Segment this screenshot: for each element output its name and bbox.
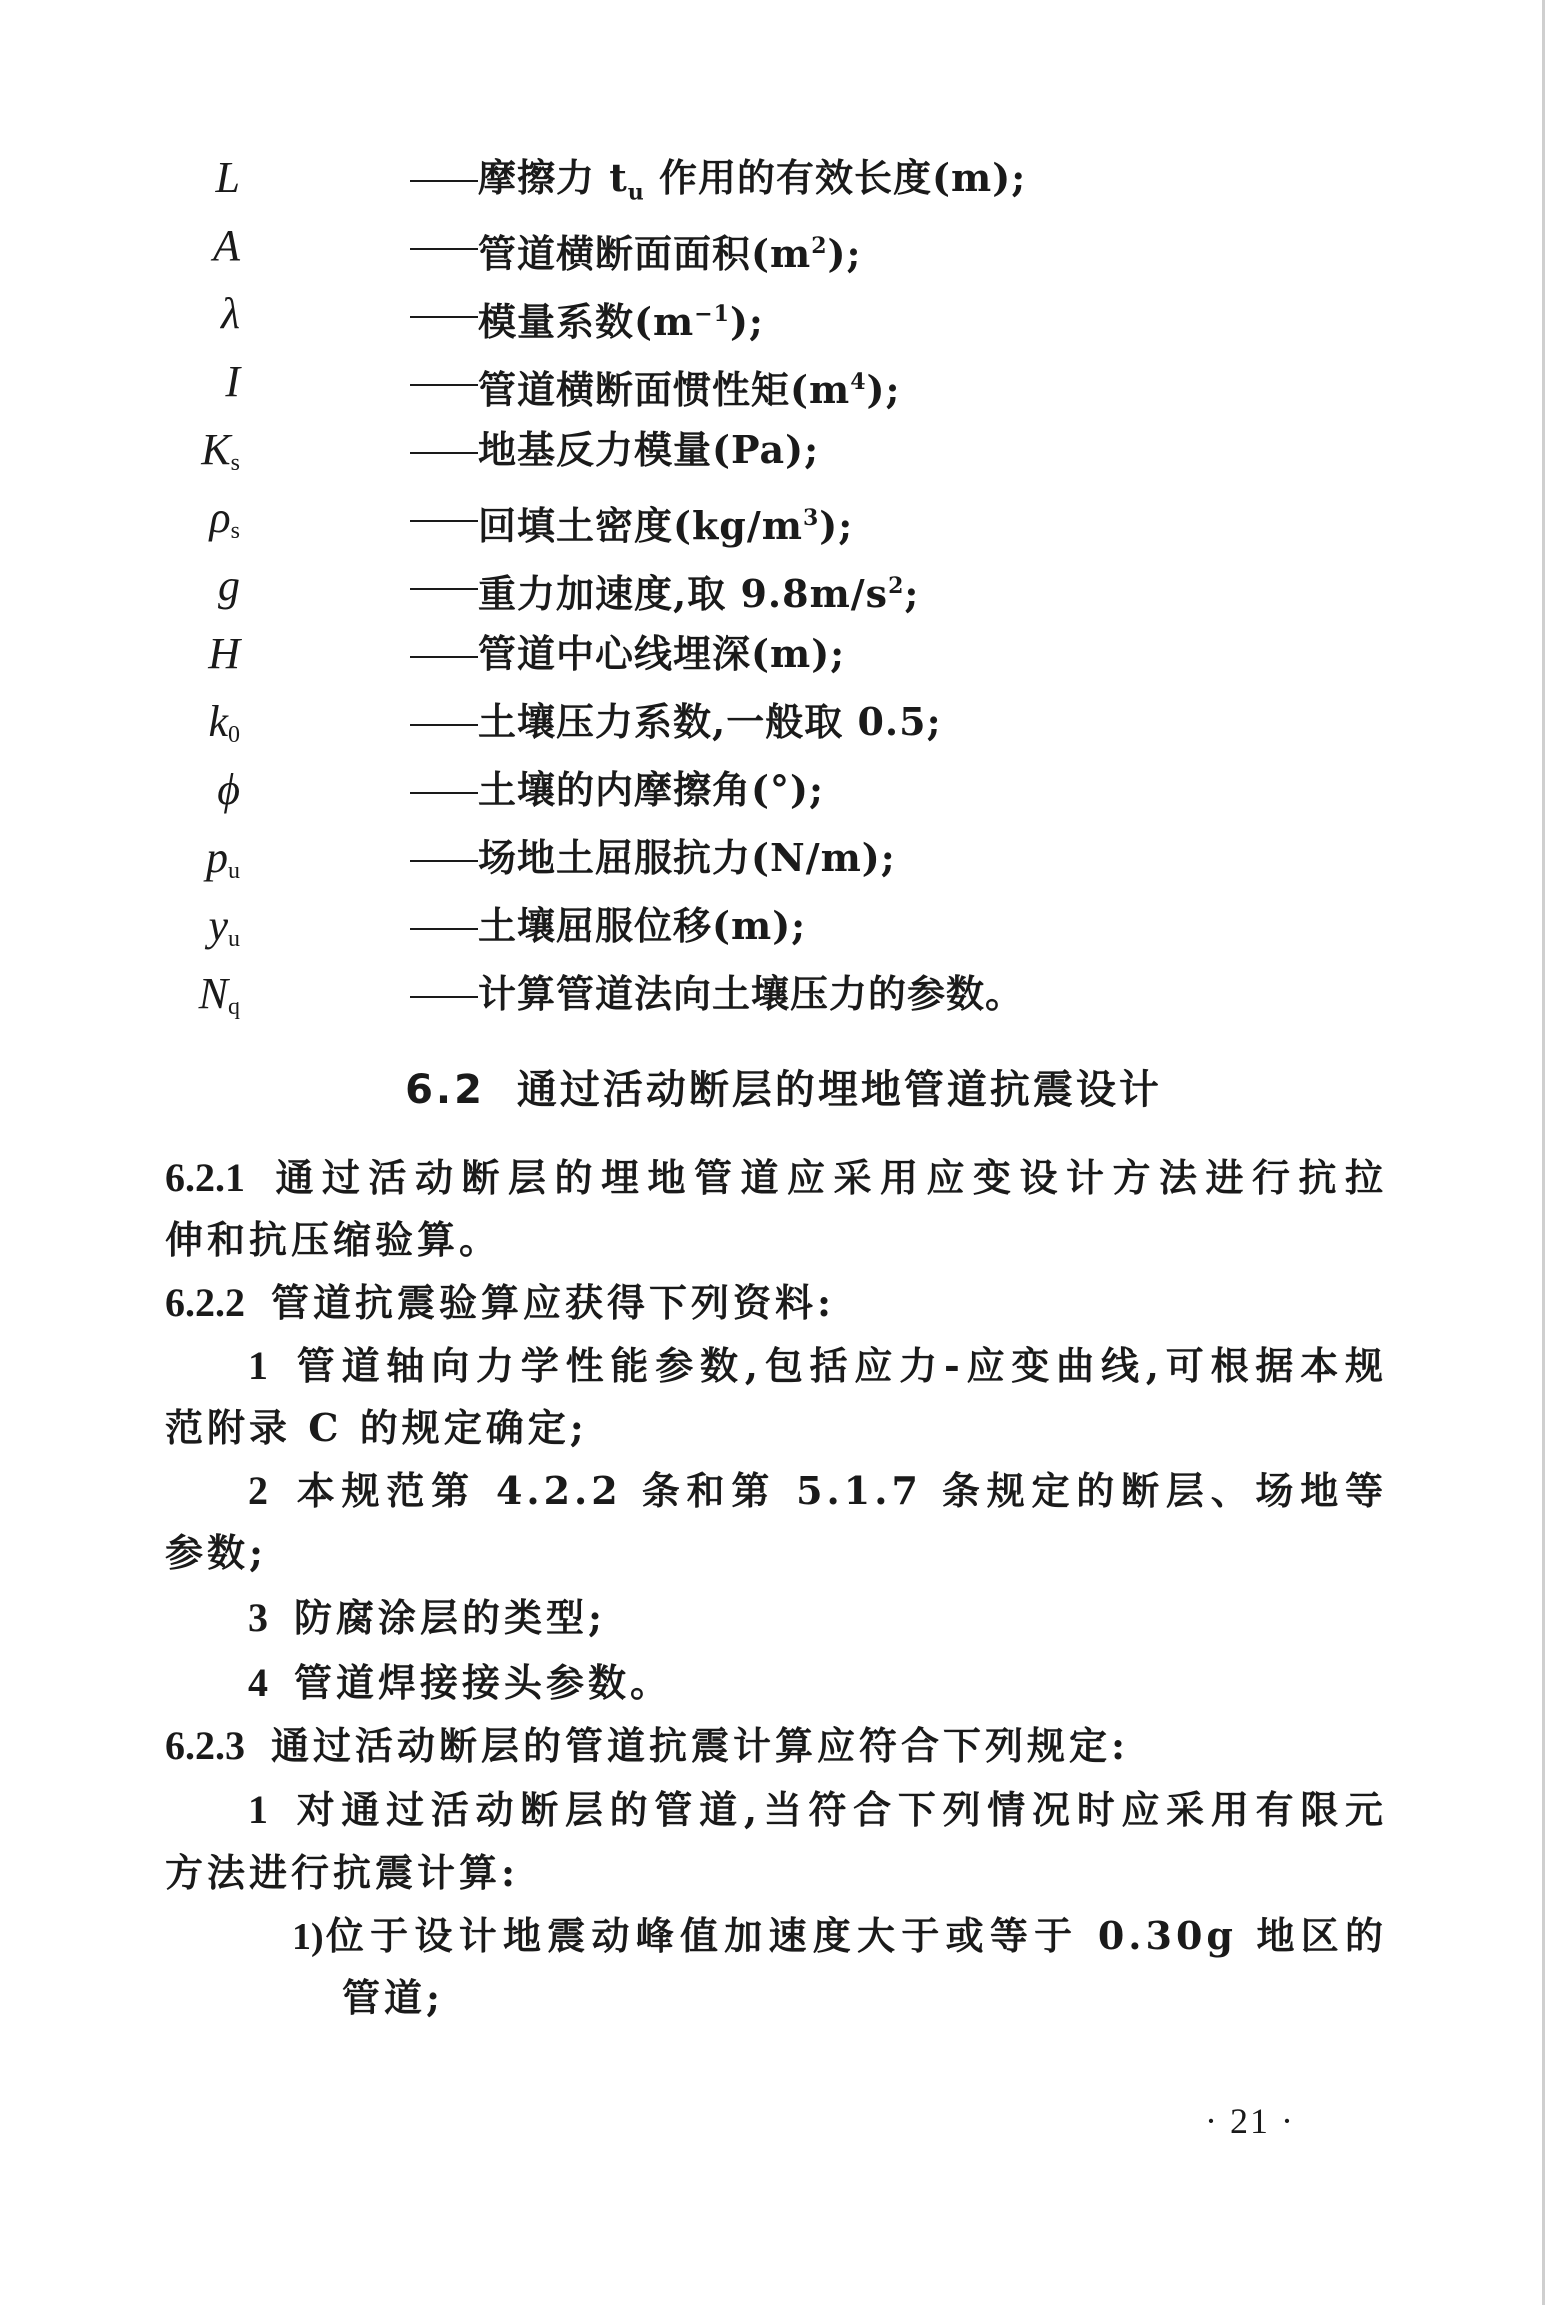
variable-symbol: $\rho_s$	[209, 493, 240, 544]
item-number: 1	[248, 1343, 268, 1388]
variable-symbol: $k_0$	[208, 697, 240, 748]
variable-definition-row	[0, 422, 1400, 482]
section-title: 通过活动断层的埋地管道抗震设计	[516, 1067, 1162, 1113]
variable-definition-row	[0, 558, 1400, 618]
item-text: 本规范第 4.2.2 条和第 5.1.7 条规定的断层、场地等	[294, 1468, 1387, 1513]
clause-6-2-3	[165, 1718, 1387, 1774]
variable-symbol: $K_s$	[201, 425, 240, 476]
subitem-number: 1)	[292, 1916, 324, 1958]
variable-definition-row	[0, 354, 1400, 414]
clause-number: 6.2.3	[165, 1723, 245, 1768]
variable-definition-row	[0, 150, 1400, 210]
subitem-text: 位于设计地震动峰值加速度大于或等于 0.30g 地区的	[323, 1913, 1387, 1958]
variable-symbol: ϕ	[217, 765, 240, 814]
clause-6-2-2-item-4	[248, 1655, 1387, 1711]
page-number: · 21 ·	[1205, 2101, 1295, 2141]
variable-description: 地基反力模量(Pa);	[478, 427, 820, 472]
variable-definition-row	[0, 966, 1400, 1026]
clause-6-2-1-line-1	[165, 1150, 1387, 1206]
clause-6-2-2-item-2-line-1	[248, 1463, 1387, 1519]
variable-description: 回填土密度$(kg/m^3)$;	[478, 503, 854, 548]
clause-6-2-3-subitem-1-line-2: 管道;	[342, 1975, 445, 2020]
variable-description: 摩擦力 $t_u$ 作用的有效长度(m);	[478, 155, 1027, 206]
variable-symbol: A	[213, 221, 240, 270]
variable-definition-row	[0, 898, 1400, 958]
section-heading	[0, 1058, 1567, 1115]
variable-symbol: L	[215, 153, 240, 202]
variable-symbol: λ	[220, 289, 240, 338]
clause-text: 通过活动断层的埋地管道应采用应变设计方法进行抗拉	[271, 1155, 1387, 1200]
variable-symbol: $p_u$	[206, 833, 240, 884]
clause-6-2-3-subitem-1-line-1	[292, 1908, 1387, 1965]
clause-6-2-2	[165, 1275, 1387, 1331]
item-text: 防腐涂层的类型;	[294, 1595, 607, 1640]
variable-description: 土壤屈服位移(m);	[478, 903, 807, 948]
clause-6-2-1-line-2: 伸和抗压缩验算。	[165, 1217, 502, 1262]
variable-symbol: I	[225, 357, 240, 406]
item-number: 3	[248, 1595, 268, 1640]
variable-description: 管道中心线埋深(m);	[478, 631, 846, 676]
clause-6-2-2-item-1-line-2: 范附录 C 的规定确定;	[165, 1405, 588, 1450]
variable-symbol: $y_u$	[208, 901, 240, 952]
variable-symbol: g	[218, 561, 240, 610]
variable-symbol: H	[208, 629, 240, 678]
variable-description: 场地土屈服抗力(N/m);	[478, 835, 896, 880]
variable-definition-row	[0, 626, 1400, 686]
clause-number: 6.2.2	[165, 1280, 245, 1325]
variable-description: 土壤的内摩擦角(°);	[478, 767, 824, 812]
variable-description: 模量系数$(m^{-1})$;	[478, 299, 764, 344]
clause-6-2-2-item-2-line-2: 参数;	[165, 1530, 268, 1575]
clause-text: 管道抗震验算应获得下列资料:	[271, 1280, 836, 1325]
page-edge-line	[1542, 0, 1545, 2305]
variable-definition-row	[0, 490, 1400, 550]
item-number: 1	[248, 1787, 268, 1832]
clause-6-2-3-item-1-line-2: 方法进行抗震计算:	[165, 1850, 520, 1895]
section-number: 6.2	[405, 1067, 485, 1113]
clause-6-2-3-item-1-line-1	[248, 1782, 1387, 1838]
item-number: 4	[248, 1660, 268, 1705]
clause-6-2-2-item-3	[248, 1590, 1387, 1646]
item-text: 管道焊接接头参数。	[294, 1660, 673, 1705]
variable-symbol: $N_q$	[198, 969, 240, 1020]
clause-number: 6.2.1	[165, 1155, 245, 1200]
variable-definition-row	[0, 286, 1400, 346]
item-text: 管道轴向力学性能参数,包括应力-应变曲线,可根据本规	[294, 1343, 1387, 1388]
item-text: 对通过活动断层的管道,当符合下列情况时应采用有限元	[294, 1787, 1387, 1832]
variable-definition-row	[0, 830, 1400, 890]
variable-definition-row	[0, 694, 1400, 754]
variable-definition-row	[0, 218, 1400, 278]
variable-definition-row	[0, 762, 1400, 822]
variable-description: 计算管道法向土壤压力的参数。	[478, 971, 1025, 1016]
variable-description: 管道横断面惯性矩$(m^4)$;	[478, 367, 901, 412]
clause-text: 通过活动断层的管道抗震计算应符合下列规定:	[271, 1723, 1130, 1768]
variable-description: 管道横断面面积$(m^2)$;	[478, 231, 862, 276]
item-number: 2	[248, 1468, 268, 1513]
clause-6-2-2-item-1-line-1	[248, 1338, 1387, 1394]
variable-description: 重力加速度,取 $9.8m/s^2$;	[478, 571, 920, 616]
variable-description: 土壤压力系数,一般取 0.5;	[478, 699, 942, 744]
